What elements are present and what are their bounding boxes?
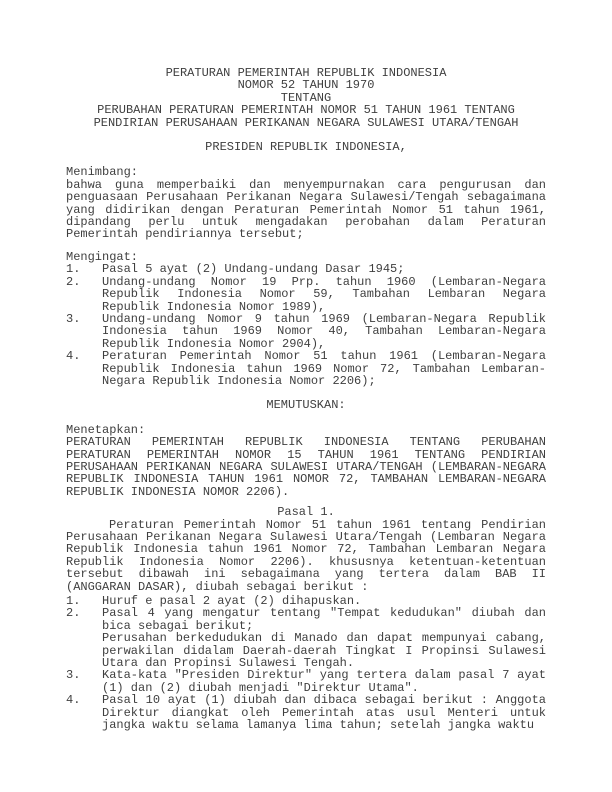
list-item-text: Peraturan Pemerintah Nomor 51 tahun 1961 (Lembaran-Negara Republik Indonesia tahun 1969 Nomor 72, Tambahan Lembaran-Negara Republik Indonesia Nomor 2206); — [102, 349, 546, 388]
pasal1-intro: Peraturan Pemerintah Nomor 51 tahun 1961 tentang Pendirian Perusahaan Perikanan Negara Sulawesi Utara/Tengah (Lembaran Negara Republik Indonesia tahun 1961 Nomor 72, Tambahan Lembaran Negara Republik Indonesia Nomor 2206). khususnya ketentuan-ketentuan tersebut dibawah ini sebagaimana yang tertera dalam BAB II (ANGGARAN DASAR), diubah sebagai berikut : — [66, 517, 546, 594]
list-item-number: 4. — [66, 349, 81, 364]
list-item-number: 4. — [66, 693, 81, 708]
mengingat-label: Mengingat: — [66, 249, 139, 264]
pasal1-items — [66, 595, 546, 731]
list-item-text: Huruf e pasal 2 ayat (2) dihapuskan. — [102, 594, 362, 609]
title-line-5: PENDIRIAN PERUSAHAAN PERIKANAN NEGARA SULAWESI UTARA/TENGAH — [93, 115, 519, 130]
list-item-number: 1. — [66, 262, 81, 277]
list-item-text: Undang-undang Nomor 19 Prp. tahun 1960 (Lembaran-Negara Republik Indonesia Nomor 59, Tambahan Lembaran Negara Republik Indonesia Nomor 1989), — [102, 274, 546, 314]
list-item — [66, 669, 546, 694]
list-item — [66, 276, 546, 313]
list-item-number: 3. — [66, 668, 81, 683]
list-item-number: 2. — [66, 274, 81, 289]
menimbang-label: Menimbang: — [66, 165, 139, 180]
list-item — [66, 313, 546, 350]
list-item-text: Undang-undang Nomor 9 tahun 1969 (Lembaran-Negara Republik Indonesia tahun 1969 Nomor 40, Tambahan Lembaran-Negara Republik Indonesia Nomor 2904), — [102, 311, 546, 351]
memutuskan-heading: MEMUTUSKAN: — [266, 398, 346, 413]
list-item — [66, 607, 546, 669]
mengingat-section — [66, 251, 546, 387]
list-item-number: 3. — [66, 311, 81, 326]
menimbang-section — [66, 166, 546, 240]
title-line-1: PERATURAN PEMERINTAH REPUBLIK INDONESIA — [165, 66, 447, 80]
list-item — [66, 263, 546, 275]
menetapkan-section — [66, 424, 546, 498]
title-line-4: PERUBAHAN PERATURAN PEMERINTAH NOMOR 51 TAHUN 1961 TENTANG — [97, 103, 515, 118]
list-item-text: Pasal 5 ayat (2) Undang-undang Dasar 1945; — [102, 262, 405, 277]
menetapkan-body: PERATURAN PEMERINTAH REPUBLIK INDONESIA TENTANG PERUBAHAN PERATURAN PEMERINTAH NOMOR 15 TAHUN 1961 TENTANG PENDIRIAN PERUSAHAAN PERIKANAN NEGARA SULAWESI UTARA/TENGAH (LEMBARAN-NEGARA REPUBLIK INDONESIA TAHUN 1961 NOMOR 72, TAMBAHAN LEMBARAN-NEGARA REPUBLIK INDONESIA NOMOR 2206). — [66, 435, 546, 499]
menetapkan-label: Menetapkan: — [66, 422, 146, 437]
issuer-line: PRESIDEN REPUBLIK INDONESIA, — [205, 140, 407, 155]
list-item — [66, 350, 546, 387]
pasal1-heading: Pasal 1. — [277, 505, 335, 520]
list-item-number: 2. — [66, 606, 81, 621]
list-item — [66, 694, 546, 731]
menimbang-body: bahwa guna memperbaiki dan menyempurnakan cara pengurusan dan penguasaan Perusahaan Perikanan Negara Sulawesi/Tengah sebagaimana yang didirikan dengan Peraturan Pemerintah Nomor 51 tahun 1961, dipandang perlu untuk mengadakan perobahan dalam Peraturan Pemerintah pendiriannya tersebut; — [66, 177, 546, 242]
document-title — [66, 67, 546, 129]
title-line-3: TENTANG — [280, 90, 332, 105]
list-item-number: 1. — [66, 594, 81, 609]
list-item-text: Kata-kata "Presiden Direktur" yang tertera dalam pasal 7 ayat (1) dan (2) diubah menjadi "Direktur Utama". — [102, 668, 546, 695]
list-item-text: Perusahan berkedudukan di Manado dan dapat mempunyai cabang, perwakilan didalam Daerah-daerah Tingkat I Propinsi Sulawesi Utara dan Propinsi Sulawesi Tengah. — [102, 631, 546, 671]
list-item-text: Pasal 4 yang mengatur tentang "Tempat kedudukan" diubah dan bica sebagai berikut; — [102, 606, 546, 633]
list-item-text: Pasal 10 ayat (1) diubah dan dibaca sebagai berikut : Anggota Direktur diangkat oleh Pemerintah atas usul Menteri untuk jangka waktu selama lamanya lima tahun; setelah jangka waktu — [102, 693, 546, 733]
title-line-2: NOMOR 52 TAHUN 1970 — [237, 78, 375, 93]
